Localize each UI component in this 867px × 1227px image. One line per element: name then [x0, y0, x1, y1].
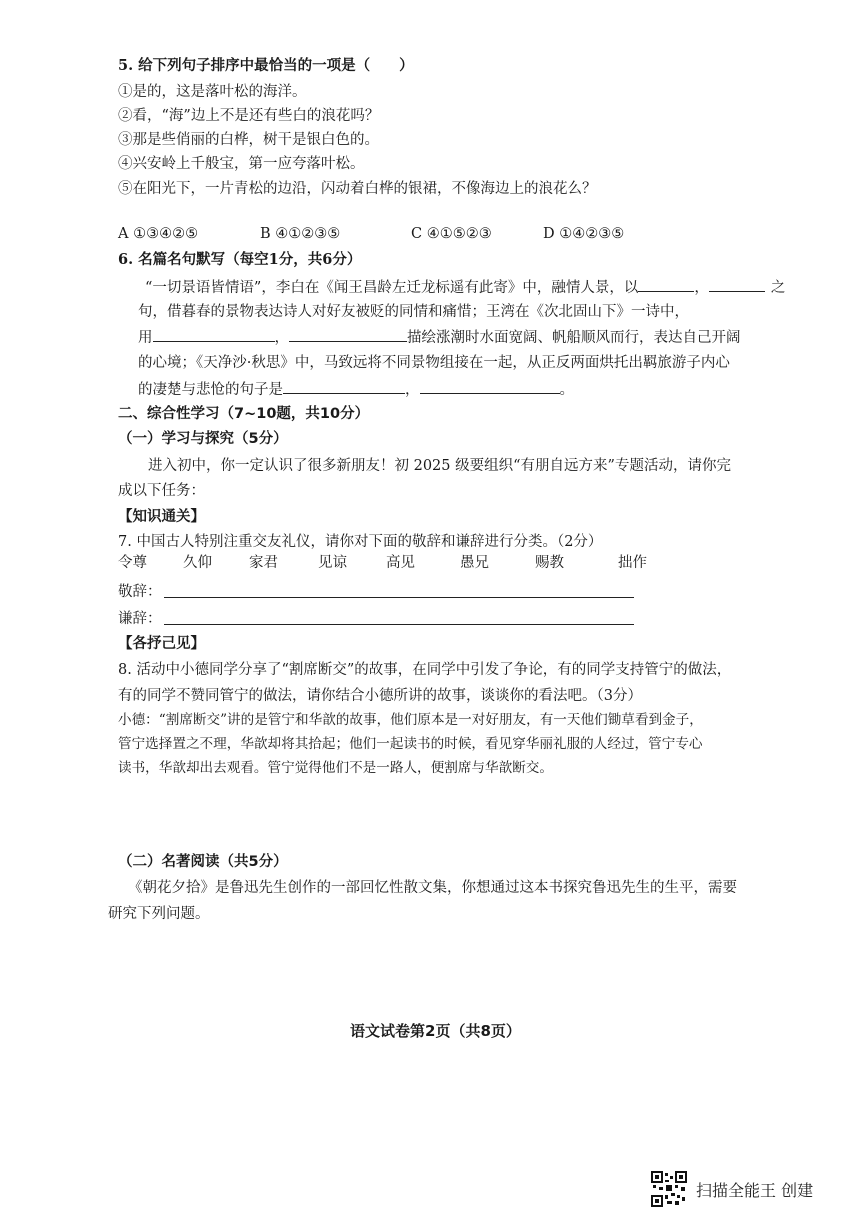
- q5-sentence-5: ⑤在阳光下，一片青松的边沿，闪动着白桦的银裙，不像海边上的浪花么？: [118, 181, 597, 197]
- opinion-tag: 【各抒己见】: [118, 636, 205, 652]
- scanner-watermark: 扫描全能王 创建: [696, 1181, 814, 1200]
- q6-text-5a: 的凄楚与悲怆的句子是: [138, 382, 283, 398]
- q5-sentence-1: ①是的，这是落叶松的海洋。: [118, 84, 307, 100]
- term-5: 高见: [386, 555, 415, 571]
- qian-answer-line[interactable]: [164, 624, 634, 625]
- q5-option-c: C ④①⑤②③: [411, 226, 492, 242]
- q5-option-b: B ④①②③⑤: [260, 226, 341, 242]
- q8-stem-1: 8. 活动中小德同学分享了“割席断交”的故事，在同学中引发了争论，有的同学支持管宁的做法，: [118, 662, 732, 678]
- story-line-2: 管宁选择置之不理，华歆却将其拾起；他们一起读书的时候，看见穿华丽礼服的人经过，管宁专心: [118, 736, 703, 752]
- part2-intro-2: 成以下任务：: [118, 483, 205, 499]
- reading-intro-2: 研究下列问题。: [108, 906, 210, 922]
- q6-blank-5[interactable]: [283, 379, 405, 394]
- qr-code-icon: [651, 1171, 687, 1207]
- term-6: 愚兄: [460, 555, 489, 571]
- part2-sub2: （二）名著阅读（共5分）: [118, 854, 288, 870]
- term-8: 拙作: [618, 555, 647, 571]
- q6-line-3: [138, 327, 741, 348]
- story-line-1: 小德：“割席断交”讲的是管宁和华歆的故事，他们原本是一对好朋友，有一天他们锄草看到金子，: [118, 712, 703, 728]
- part2-sub1: （一）学习与探究（5分）: [118, 431, 288, 447]
- q6-blank-6[interactable]: [420, 379, 560, 394]
- q5-option-d: D ①④②③⑤: [543, 226, 625, 242]
- q6-blank-4[interactable]: [289, 327, 407, 342]
- q6-line-5: [138, 379, 574, 400]
- reading-intro-1: 《朝花夕拾》是鲁迅先生创作的一部回忆性散文集，你想通过这本书探究鲁迅先生的生平，需要: [128, 880, 737, 896]
- page-footer: 语文试卷第2页（共8页）: [350, 1022, 521, 1040]
- q6-line-1: [145, 277, 785, 298]
- qian-label: 谦辞：: [118, 611, 162, 627]
- term-7: 赐教: [535, 555, 564, 571]
- q6-text-1a: “一切景语皆情语”，李白在《闻王昌龄左迁龙标遥有此寄》中，融情人景，以: [145, 280, 639, 296]
- part2-title: 二、综合性学习（7~10题，共10分）: [118, 406, 370, 422]
- part2-intro-1: 进入初中，你一定认识了很多新朋友！初 2025 级要组织“有朋自远方来”专题活动，请你完: [148, 458, 731, 474]
- knowledge-tag: 【知识通关】: [118, 509, 205, 525]
- q6-blank-1[interactable]: [638, 277, 694, 292]
- jing-label: 敬辞：: [118, 584, 162, 600]
- q5-sentence-3: ③那是些俏丽的白桦，树干是银白色的。: [118, 132, 379, 148]
- q6-line-4: 的心境；《天净沙·秋思》中，马致远将不同景物组接在一起，从正反两面烘托出羁旅游子内心: [138, 355, 730, 371]
- q5-sentence-4: ④兴安岭上千般宝，第一应夸落叶松。: [118, 156, 365, 172]
- q5-stem: 5. 给下列句子排序中最恰当的一项是（ ）: [118, 57, 414, 74]
- q6-blank-3[interactable]: [153, 327, 275, 342]
- q7-stem: 7. 中国古人特别注重交友礼仪，请你对下面的敬辞和谦辞进行分类。（2分）: [118, 534, 603, 550]
- term-4: 见谅: [318, 555, 347, 571]
- q6-line-2: 句，借暮春的景物表达诗人对好友被贬的同情和痛惜；王湾在《次北固山下》一诗中，: [138, 304, 689, 320]
- term-1: 令尊: [118, 555, 147, 571]
- q6-text-3a: 用: [138, 330, 153, 346]
- q6-blank-2[interactable]: [709, 277, 765, 292]
- q6-text-5c: 。: [559, 382, 574, 398]
- jing-answer-line[interactable]: [164, 597, 634, 598]
- q8-stem-2: 有的同学不赞同管宁的做法，请你结合小德所讲的故事，谈谈你的看法吧。（3分）: [118, 688, 642, 704]
- q5-sentence-2: ②看，“海”边上不是还有些白的浪花吗？: [118, 108, 380, 124]
- q6-text-5b: ，: [405, 382, 420, 398]
- q5-option-a: A ①③④②⑤: [118, 226, 199, 242]
- q6-text-3b: ，: [274, 330, 289, 346]
- q6-text-1b: ，: [694, 280, 709, 296]
- term-3: 家君: [249, 555, 278, 571]
- story-line-3: 读书，华歆却出去观看。管宁觉得他们不是一路人，便割席与华歆断交。: [118, 760, 553, 776]
- term-2: 久仰: [183, 555, 212, 571]
- q6-text-1c: 之: [770, 280, 786, 296]
- q6-text-3c: 描绘涨潮时水面宽阔、帆船顺风而行，表达自己开阔: [407, 330, 741, 346]
- q6-title: 6. 名篇名句默写（每空1分，共6分）: [118, 251, 362, 268]
